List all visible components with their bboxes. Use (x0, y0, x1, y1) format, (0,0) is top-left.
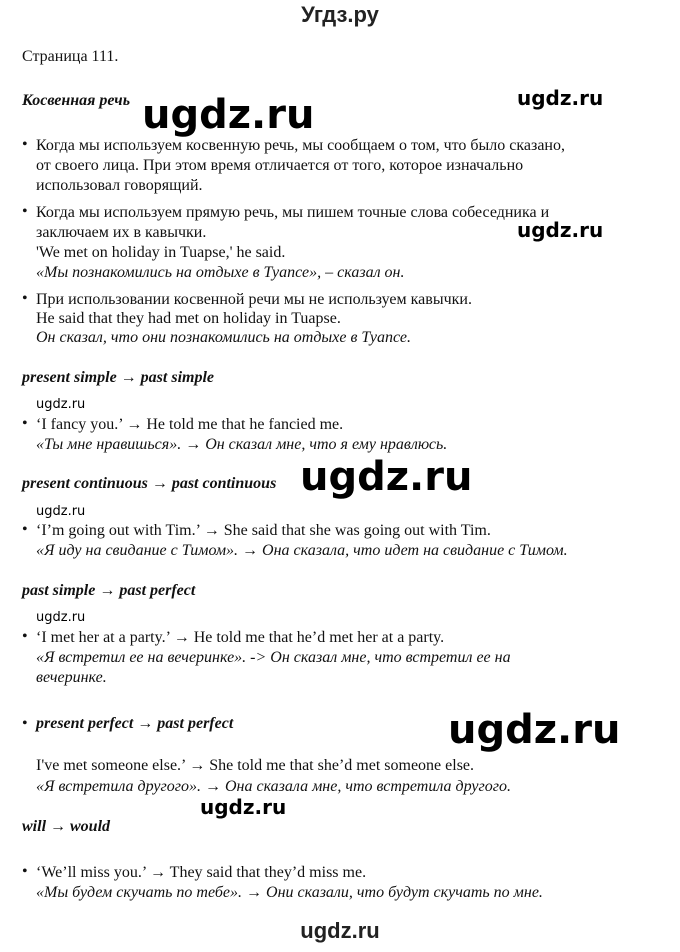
rule-title: present perfect → past perfect (36, 715, 234, 732)
watermark: ugdz.ru (448, 707, 621, 753)
rule-example-en: ‘I fancy you.’ → He told me that he fancied me. (36, 416, 344, 433)
intro-1-line-1: Когда мы используем косвенную речь, мы сообщаем о том, что было сказано, (36, 137, 565, 154)
bullet-icon: • (22, 863, 28, 880)
bullet-icon: • (22, 136, 28, 153)
bullet-icon: • (22, 203, 28, 220)
watermark: ugdz.ru (517, 218, 604, 242)
watermark: ugdz.ru (36, 397, 86, 412)
bullet-icon: • (22, 628, 28, 645)
intro-3-line-1: При использовании косвенной речи мы не используем кавычки. (36, 291, 472, 308)
site-header: Угдз.ру (301, 2, 379, 27)
bullet-icon: • (22, 415, 28, 432)
watermark: ugdz.ru (36, 504, 86, 519)
rule-title: will → would (22, 818, 111, 835)
bullet-icon: • (22, 715, 28, 732)
watermark: ugdz.ru (36, 610, 86, 625)
intro-1-line-3: использовал говорящий. (36, 177, 203, 194)
bullet-icon: • (22, 290, 28, 307)
site-footer: ugdz.ru (300, 918, 380, 943)
rule-example-en: ‘I met her at a party.’ → He told me that he’d met her at a party. (36, 629, 445, 646)
rule-example-en: ‘I’m going out with Tim.’ → She said that she was going out with Tim. (36, 522, 491, 539)
intro-2-line-2: заключаем их в кавычки. (36, 224, 207, 241)
bullet-icon: • (22, 521, 28, 538)
rule-example-ru-line-2: вечеринке. (36, 669, 107, 686)
rule-example-ru-line-1: «Я встретил ее на вечеринке». -> Он сказал мне, что встретил ее на (36, 649, 511, 666)
rule-example-en: I've met someone else.’ → She told me that she’d met someone else. (36, 757, 475, 774)
page-label: Страница 111. (22, 48, 119, 65)
rule-title: present simple → past simple (22, 369, 214, 386)
rule-title: past simple → past perfect (22, 582, 196, 599)
rule-example-ru: «Я встретила другого». → Она сказала мне, что встретила другого. (36, 778, 511, 795)
rule-title: present continuous → past continuous (22, 475, 277, 492)
intro-2-example-ru: «Мы познакомились на отдыхе в Туапсе», – сказал он. (36, 264, 405, 281)
watermark: ugdz.ru (517, 86, 604, 110)
watermark: ugdz.ru (142, 92, 315, 138)
intro-3-example-ru: Он сказал, что они познакомились на отдыхе в Туапсе. (36, 329, 412, 346)
watermark: ugdz.ru (300, 454, 473, 500)
intro-1-line-2: от своего лица. При этом время отличается от того, которое изначально (36, 157, 524, 174)
rule-example-ru: «Мы будем скучать по тебе». → Они сказали, что будут скучать по мне. (36, 884, 543, 901)
intro-2-line-1: Когда мы используем прямую речь, мы пишем точные слова собеседника и (36, 204, 550, 221)
intro-2-example-en: 'We met on holiday in Tuapse,' he said. (36, 244, 286, 261)
watermark: ugdz.ru (200, 795, 287, 819)
intro-3-example-en: He said that they had met on holiday in Tuapse. (36, 310, 341, 327)
rule-example-ru: «Ты мне нравишься». → Он сказал мне, что я ему нравлюсь. (36, 436, 448, 453)
rule-example-ru: «Я иду на свидание с Тимом». → Она сказала, что идет на свидание с Тимом. (36, 542, 568, 559)
section-title: Косвенная речь (22, 92, 131, 109)
rule-example-en: ‘We’ll miss you.’ → They said that they’d miss me. (36, 864, 367, 881)
